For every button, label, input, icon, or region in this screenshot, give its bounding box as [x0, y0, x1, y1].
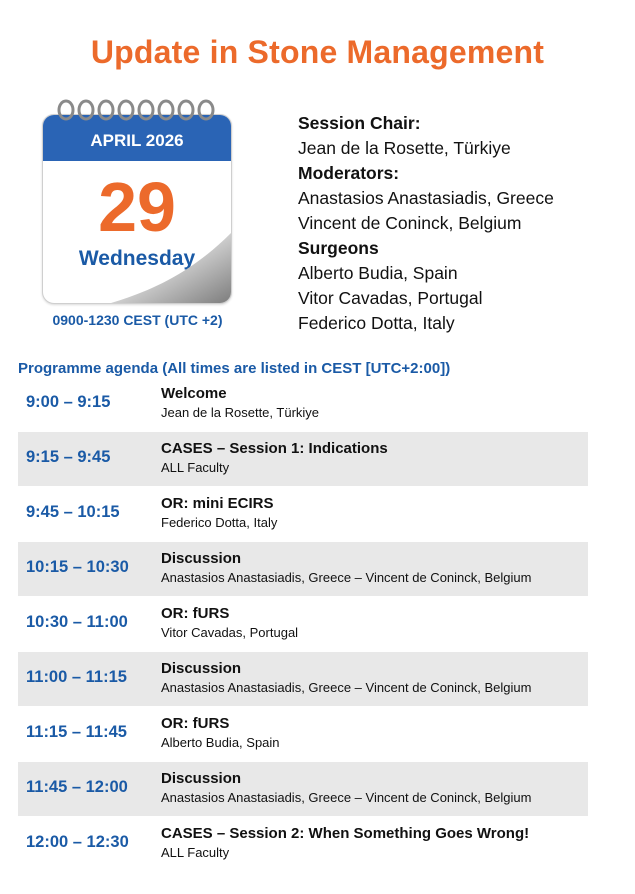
page-curl-graphic: [111, 233, 231, 303]
binding-ring: [159, 101, 173, 119]
binding-ring: [139, 101, 153, 119]
agenda-item-title: Discussion: [161, 660, 242, 677]
calendar-card: [42, 114, 232, 304]
agenda-item-speaker: Federico Dotta, Italy: [161, 515, 278, 530]
agenda-table: [18, 377, 588, 872]
agenda-row: [18, 542, 588, 596]
binding-ring: [99, 101, 113, 119]
agenda-time: 11:15 – 11:45: [26, 723, 127, 741]
agenda-row: [18, 762, 588, 816]
page-title: Update in Stone Management: [90, 34, 545, 70]
agenda-item-title: CASES – Session 1: Indications: [161, 440, 388, 457]
agenda-item-speaker: Vitor Cavadas, Portugal: [161, 625, 299, 640]
agenda-item-speaker: ALL Faculty: [161, 460, 230, 475]
moderator-name: Anastasios Anastasiadis, Greece: [298, 188, 554, 208]
agenda-title: Programme agenda (All times are listed in CEST [UTC+2:00]): [18, 360, 451, 377]
agenda-row: [18, 377, 588, 431]
agenda-item-speaker: Anastasios Anastasiadis, Greece – Vincent de Coninck, Belgium: [161, 680, 532, 695]
binding-ring: [59, 101, 73, 119]
agenda-row: [18, 817, 588, 871]
agenda-time: 9:45 – 10:15: [26, 503, 120, 521]
agenda-item-speaker: ALL Faculty: [161, 845, 230, 860]
agenda-item-speaker: Anastasios Anastasiadis, Greece – Vincent de Coninck, Belgium: [161, 570, 532, 585]
surgeons-heading: Surgeons: [298, 238, 379, 258]
calendar-month-year: APRIL 2026: [43, 115, 231, 161]
agenda-row: [18, 487, 588, 541]
agenda-item-title: OR: fURS: [161, 715, 230, 732]
agenda-time: 11:00 – 11:15: [26, 668, 127, 686]
agenda-item-speaker: Alberto Budia, Spain: [161, 735, 280, 750]
agenda-time: 9:00 – 9:15: [26, 393, 111, 411]
calendar-weekday: Wednesday: [78, 247, 196, 270]
binding-ring: [179, 101, 193, 119]
calendar-day: 29: [98, 168, 176, 246]
moderators-heading: Moderators:: [298, 163, 400, 183]
agenda-time: 10:30 – 11:00: [26, 613, 128, 631]
agenda-time: 9:15 – 9:45: [26, 448, 111, 466]
binding-ring: [79, 101, 93, 119]
agenda-item-title: Discussion: [161, 770, 242, 787]
agenda-item-speaker: Anastasios Anastasiadis, Greece – Vincent de Coninck, Belgium: [161, 790, 532, 805]
surgeon-name: Vitor Cavadas, Portugal: [298, 288, 483, 308]
agenda-item-speaker: Jean de la Rosette, Türkiye: [161, 405, 320, 420]
binding-ring: [199, 101, 213, 119]
agenda-item-title: Welcome: [161, 385, 227, 402]
chair-name: Jean de la Rosette, Türkiye: [298, 138, 511, 158]
chair-heading: Session Chair:: [298, 113, 421, 133]
calendar-icon: [40, 98, 232, 304]
agenda-row: [18, 652, 588, 706]
agenda-time: 12:00 – 12:30: [26, 833, 129, 851]
faculty-list: [298, 111, 628, 336]
binding-ring: [119, 101, 133, 119]
surgeon-name: Federico Dotta, Italy: [298, 313, 455, 333]
agenda-time: 10:15 – 10:30: [26, 558, 129, 576]
agenda-item-title: CASES – Session 2: When Something Goes Wrong!: [161, 825, 530, 842]
agenda-item-title: Discussion: [161, 550, 242, 567]
agenda-item-title: OR: mini ECIRS: [161, 495, 274, 512]
moderator-name: Vincent de Coninck, Belgium: [298, 213, 522, 233]
agenda-row: [18, 432, 588, 486]
agenda-item-title: OR: fURS: [161, 605, 230, 622]
surgeon-name: Alberto Budia, Spain: [298, 263, 458, 283]
agenda-row: [18, 707, 588, 761]
agenda-row: [18, 597, 588, 651]
calendar-rings: [56, 98, 216, 126]
agenda-time: 11:45 – 12:00: [26, 778, 128, 796]
session-time: 0900-1230 CEST (UTC +2): [52, 312, 223, 328]
